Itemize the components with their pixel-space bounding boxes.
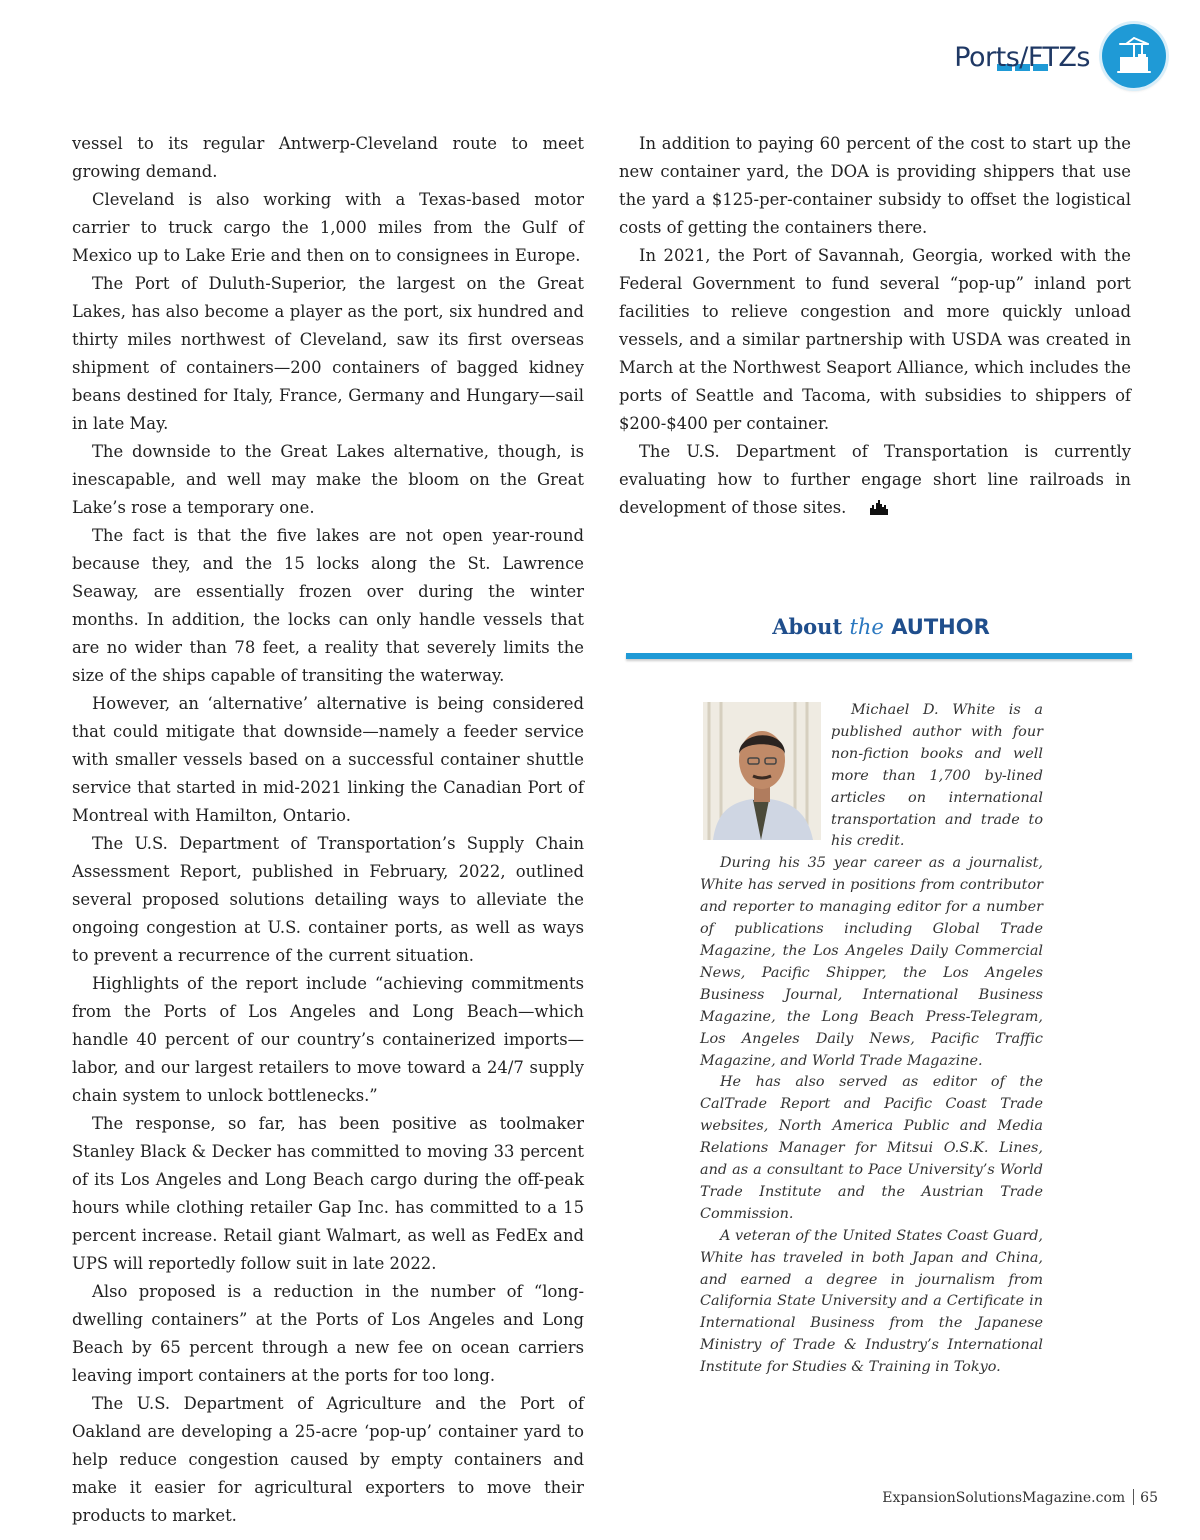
section-header [806, 24, 1166, 94]
paragraph: In addition to paying 60 percent of the cost to start up the new container yard, the DOA is providing shippers that use the yard a $125-per-container subsidy to offset the logistical costs of getting the containers there. [619, 134, 1131, 237]
paragraph: The response, so far, has been positive as toolmaker Stanley Black & Decker has committed to moving 33 percent of its Los Angeles and Long Beach cargo during the off-peak hours while clothing retailer Gap Inc. has committed to a 15 percent increase. Retail giant Walmart, as well as FedEx and UPS will reportedly follow suit in late 2022. [72, 1114, 584, 1273]
paragraph: The Port of Duluth-Superior, the largest on the Great Lakes, has also become a player as the port, six hundred and thirty miles northwest of Cleveland, saw its first overseas shipment of containers—200 containers of bagged kidney beans destined for Italy, France, Germany and Hungary—sail in late May. [72, 274, 584, 433]
section-title: Ports/FTZs [954, 42, 1090, 73]
bio-paragraph: He has also served as editor of the CalTrade Report and Pacific Coast Trade websites, North America Public and Media Relations Manager for Mitsui O.S.K. Lines, and as a consultant to Pace University’s World Trade Institute and the Austrian Trade Commission. [700, 1074, 1043, 1222]
page-number: 65 [1140, 1490, 1158, 1506]
paragraph-final [619, 438, 1131, 524]
author-bio [700, 700, 1043, 1379]
author-photo [703, 702, 821, 840]
footer-site: ExpansionSolutionsMagazine.com [882, 1490, 1126, 1506]
port-crane-icon [1102, 24, 1166, 88]
page-footer [882, 1489, 1158, 1506]
paragraph: The downside to the Great Lakes alternative, though, is inescapable, and well may make the bloom on the Great Lake’s rose a temporary one. [72, 442, 584, 517]
paragraph: Also proposed is a reduction in the number of “long-dwelling containers” at the Ports of Los Angeles and Long Beach by 65 percent through a new fee on ocean carriers leaving import containers at the ports for too long. [72, 1282, 584, 1385]
paragraph: The U.S. Department of Agriculture and the Port of Oakland are developing a 25-acre ‘pop-up’ container yard to help reduce congestion caused by empty containers and make it easier for agricultural exporters to move their products to market. [72, 1394, 584, 1525]
paragraph: The fact is that the five lakes are not open year-round because they, and the 15 locks along the St. Lawrence Seaway, are essentially frozen over during the winter months. In addition, the locks can only handle vessels that are no wider than 78 feet, a reality that severely limits the size of the ships capable of transiting the waterway. [72, 526, 584, 685]
right-column [619, 130, 1131, 524]
about-author-heading: About the AUTHOR [772, 614, 990, 639]
bio-paragraph: A veteran of the United States Coast Guard, White has traveled in both Japan and China, and earned a degree in journalism from California State University and a Certificate in International Business from the Japanese Ministry of Trade & Industry’s International Institute for Studies & Training in Tokyo. [700, 1227, 1043, 1376]
paragraph: Cleveland is also working with a Texas-based motor carrier to truck cargo the 1,000 miles from the Gulf of Mexico up to Lake Erie and then on to consignees in Europe. [72, 190, 584, 265]
left-column [72, 130, 584, 1530]
paragraph: vessel to its regular Antwerp-Cleveland route to meet growing demand. [72, 134, 584, 181]
paragraph-text: The U.S. Department of Transportation is currently evaluating how to further engage short line railroads in development of those sites. [619, 442, 1131, 517]
paragraph: The U.S. Department of Transportation’s Supply Chain Assessment Report, published in February, 2022, outlined several proposed solutions detailing ways to alleviate the ongoing congestion at U.S. container ports, as well as ways to prevent a recurrence of the current situation. [72, 834, 584, 965]
paragraph: Highlights of the report include “achieving commitments from the Ports of Los Angeles and Long Beach—which handle 40 percent of our country’s containerized imports—labor, and our largest retailers to move toward a 24/7 supply chain system to unlock bottlenecks.” [72, 974, 584, 1105]
end-mark-icon [850, 496, 888, 524]
paragraph: However, an ‘alternative’ alternative is being considered that could mitigate that downside—namely a feeder service with smaller vessels based on a successful container shuttle service that started in mid-2021 linking the Canadian Port of Montreal with Hamilton, Ontario. [72, 694, 584, 825]
bio-paragraph: During his 35 year career as a journalist, White has served in positions from contributor and reporter to managing editor for a number of publications including Global Trade Magazine, the Los Angeles Daily Commercial News, Pacific Shipper, the Los Angeles Business Journal, International Business Magazine, the Long Beach Press-Telegram, Los Angeles Daily News, Pacific Traffic Magazine, and World Trade Magazine. [700, 855, 1043, 1069]
paragraph: In 2021, the Port of Savannah, Georgia, worked with the Federal Government to fund several “pop-up” inland port facilities to relieve congestion and more quickly unload vessels, and a similar partnership with USDA was created in March at the Northwest Seaport Alliance, which includes the ports of Seattle and Tacoma, with subsidies to shippers of $200-$400 per container. [619, 246, 1131, 433]
bio-paragraph: Michael D. White is a published author with four non-fiction books and well more than 1,700 by-lined articles on international transportation and trade to his credit. [831, 702, 1043, 850]
about-divider [626, 653, 1132, 659]
